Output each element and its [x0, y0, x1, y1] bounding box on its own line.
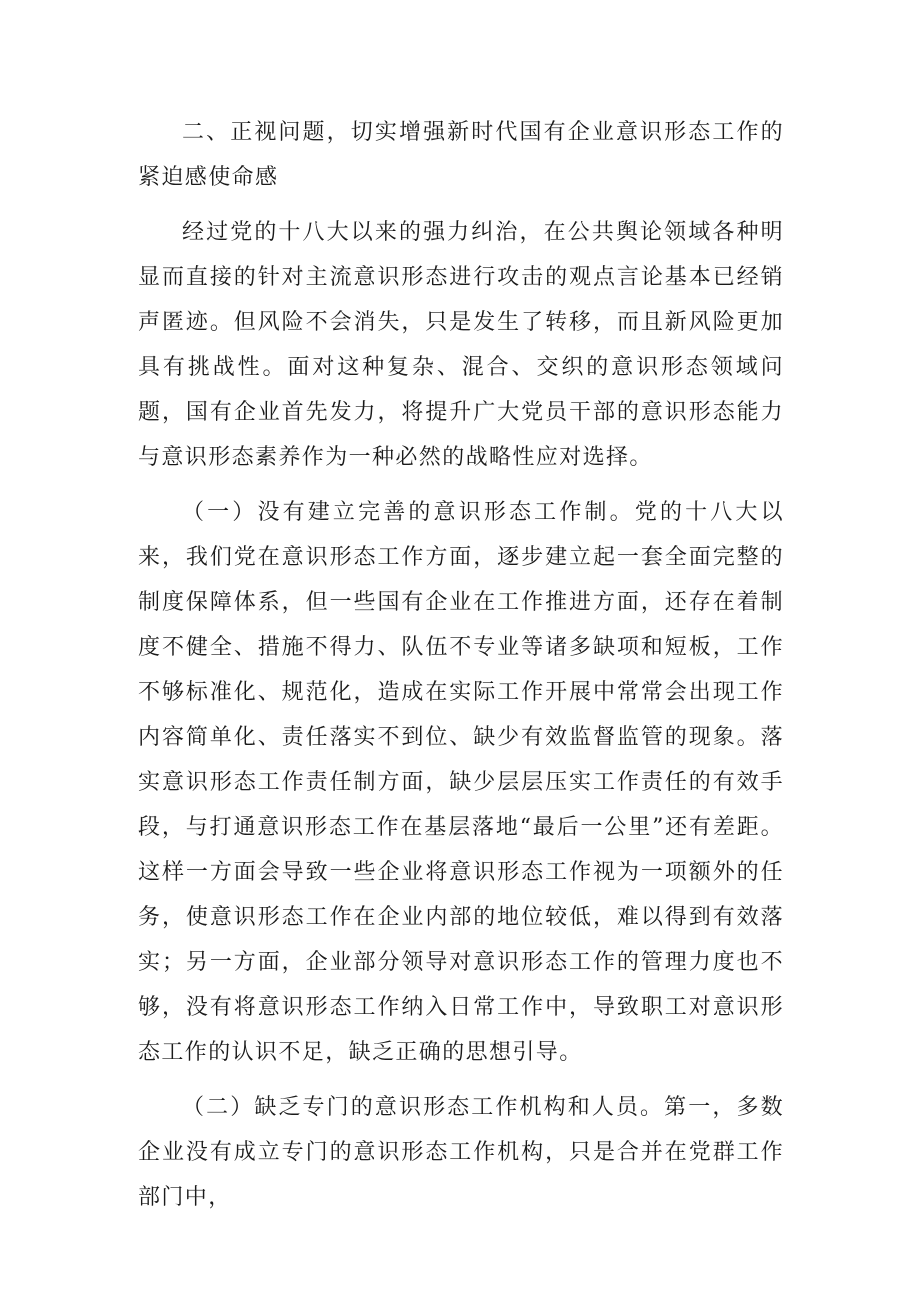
- section-heading: 二、正视问题，切实增强新时代国有企业意识形态工作的紧迫感使命感: [138, 120, 784, 190]
- paragraph-point-one: （一）没有建立完善的意识形态工作制。党的十八大以来，我们党在意识形态工作方面，逐步建立起一套全面完整的制度保障体系，但一些国有企业在工作推进方面，还存在着制度不健全、措施不得力、队伍不专业等诸多缺项和短板，工作不够标准化、规范化，造成在实际工作开展中常常会出现工作内容简单化、责任落实不到位、缺少有效监督监管的现象。落实意识形态工作责任制方面，缺少层层压实工作责任的有效手段，与打通意识形态工作在基层落地“最后一公里”还有差距。这样一方面会导致一些企业将意识形态工作视为一项额外的任务，使意识形态工作在企业内部的地位较低，难以得到有效落实；另一方面，企业部分领导对意识形态工作的管理力度也不够，没有将意识形态工作纳入日常工作中，导致职工对意识形态工作的认识不足，缺乏正确的思想引导。: [138, 500, 784, 1065]
- paragraph-intro: 经过党的十八大以来的强力纠治，在公共舆论领域各种明显而直接的针对主流意识形态进行攻击的观点言论基本已经销声匿迹。但风险不会消失，只是发生了转移，而且新风险更加具有挑战性。面对这种复杂、混合、交织的意识形态领域问题，国有企业首先发力，将提升广大党员干部的意识形态能力与意识形态素养作为一种必然的战略性应对选择。: [138, 220, 784, 470]
- paragraph-point-two: （二）缺乏专门的意识形态工作机构和人员。第一，多数企业没有成立专门的意识形态工作机构，只是合并在党群工作部门中，: [138, 1095, 784, 1210]
- document-page: [138, 110, 784, 1220]
